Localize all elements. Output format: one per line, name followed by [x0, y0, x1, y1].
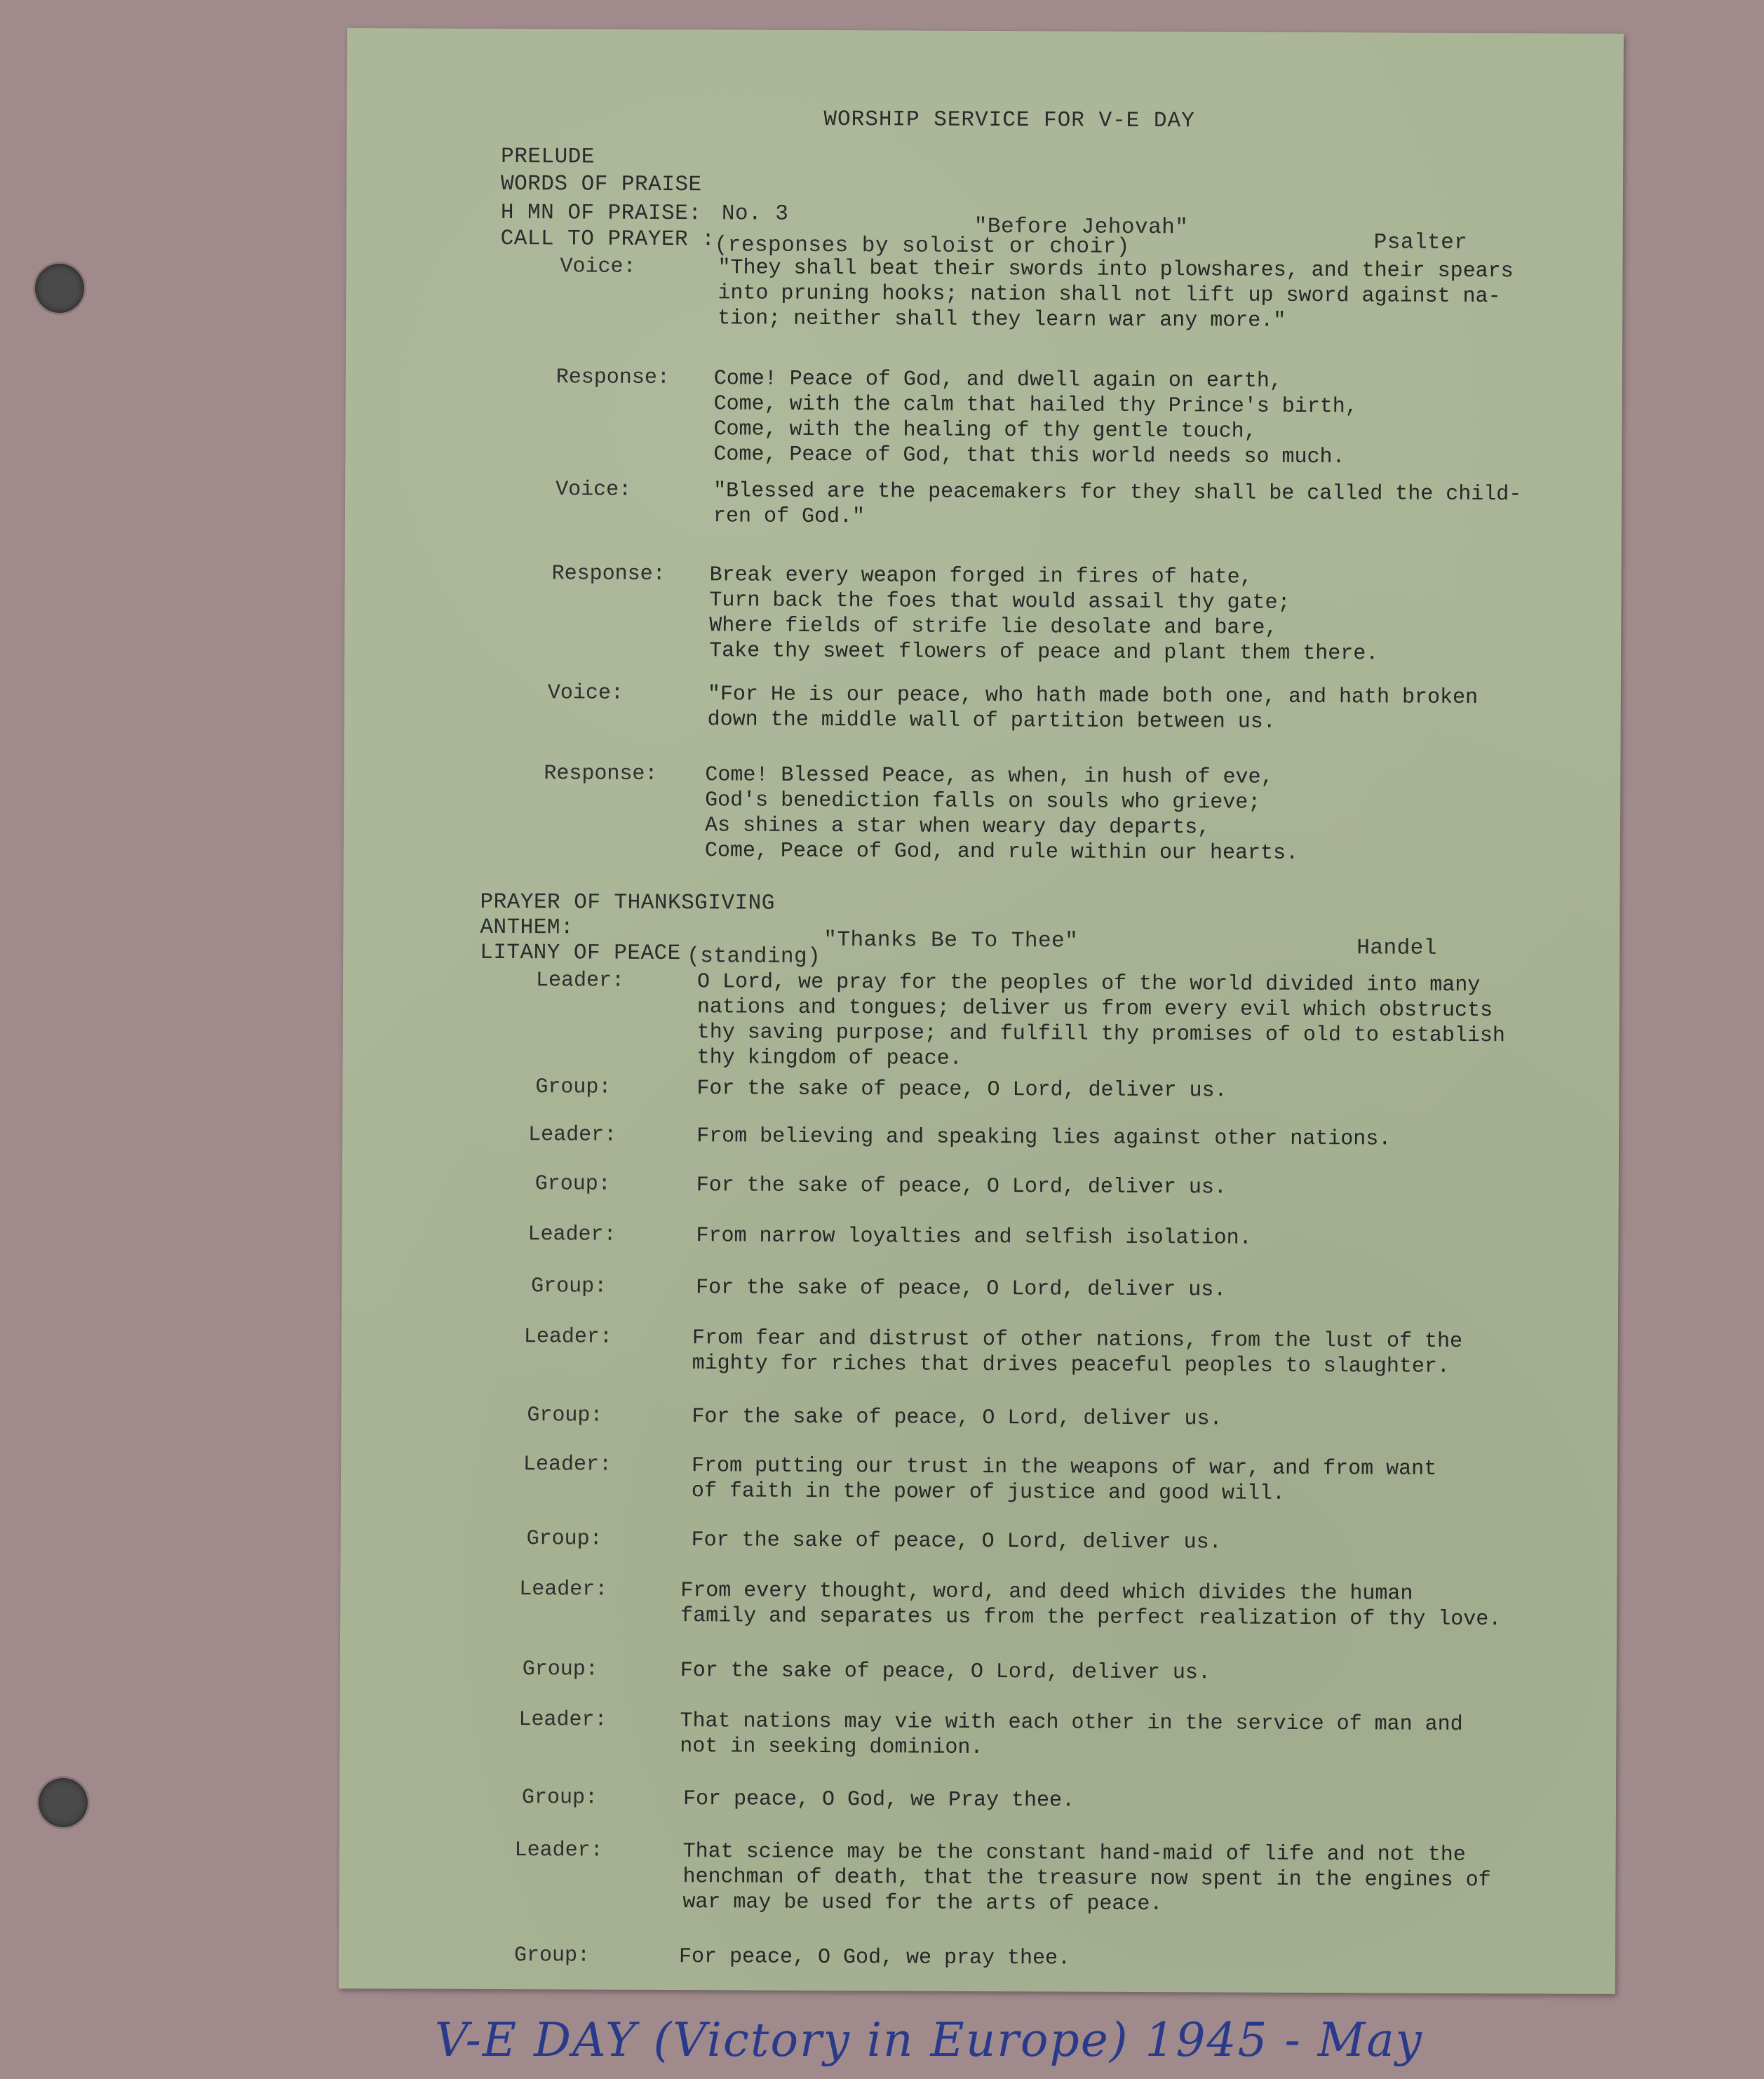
role-label: Group:: [521, 1786, 598, 1810]
section-prelude: PRELUDE: [501, 144, 595, 170]
call-to-prayer-label: CALL TO PRAYER :: [500, 226, 715, 253]
item-text: For peace, O God, we Pray thee.: [682, 1787, 1075, 1813]
page-title: WORSHIP SERVICE FOR V-E DAY: [823, 107, 1195, 134]
hymn-number: No. 3: [721, 201, 789, 227]
role-label: Response:: [556, 365, 670, 391]
role-label: Group:: [531, 1274, 607, 1299]
call-to-prayer-note: (responses by soloist or choir): [714, 233, 1130, 260]
item-text: For the sake of peace, O Lord, deliver us.: [680, 1659, 1211, 1686]
anthem-composer: Handel: [1356, 936, 1437, 961]
item-text: Break every weapon forged in fires of hate, Turn back the foes that would assail thy gate; Where fields of strife lie desolate and bare, Take thy sweet flowers of peace and plant them there.: [709, 563, 1379, 666]
item-text: For the sake of peace, O Lord, deliver us.: [696, 1077, 1227, 1103]
item-text: From every thought, word, and deed which divides the human family and separates us from the perfect realization of thy love.: [680, 1579, 1502, 1632]
role-label: Group:: [534, 1172, 611, 1197]
role-label: Leader:: [518, 1708, 607, 1732]
role-label: Group:: [535, 1075, 612, 1100]
role-label: Leader:: [523, 1453, 612, 1477]
item-text: From putting our trust in the weapons of war, and from want of faith in the power of justice and good will.: [691, 1454, 1437, 1506]
anthem-label: ANTHEM:: [480, 915, 574, 941]
section-prayer-of-thanksgiving: PRAYER OF THANKSGIVING: [480, 889, 775, 916]
typed-page: [339, 28, 1624, 1994]
section-words-of-praise: WORDS OF PRAISE: [500, 171, 702, 198]
item-text: For peace, O God, we pray thee.: [678, 1945, 1071, 1971]
anthem-name: "Thanks Be To Thee": [823, 927, 1079, 954]
role-label: Group:: [513, 1944, 591, 1968]
item-text: From fear and distrust of other nations, from the lust of the mighty for riches that drives peaceful peoples to slaughter.: [692, 1326, 1463, 1379]
item-text: Come! Blessed Peace, as when, in hush of eve, God's benediction falls on souls who grieve; As shines a star when weary day departs, Come, Peace of God, and rule within our hearts.: [704, 763, 1299, 866]
binder-hole-bottom: [39, 1778, 88, 1827]
hymn-label: H MN OF PRAISE:: [500, 200, 702, 227]
role-label: Leader:: [527, 1223, 617, 1247]
item-text: For the sake of peace, O Lord, deliver us.: [692, 1405, 1223, 1432]
role-label: Group:: [522, 1657, 598, 1682]
handwritten-note: V-E DAY (Victory in Europe) 1945 - May: [435, 2013, 1423, 2067]
item-text: For the sake of peace, O Lord, deliver us.: [696, 1276, 1227, 1303]
role-label: Group:: [527, 1404, 603, 1428]
item-text: For the sake of peace, O Lord, deliver us.: [691, 1528, 1222, 1555]
role-label: Leader:: [514, 1838, 603, 1863]
item-text: For the sake of peace, O Lord, deliver us.: [696, 1173, 1227, 1200]
role-label: Response:: [544, 762, 658, 786]
binder-hole-top: [35, 264, 84, 313]
litany-label: LITANY OF PEACE: [480, 940, 681, 967]
role-label: Voice:: [547, 681, 624, 706]
item-text: Come! Peace of God, and dwell again on earth, Come, with the calm that hailed thy Prince's birth, Come, with the healing of thy gentle touch, Come, Peace of God, that this world needs so much.: [713, 367, 1358, 470]
item-text: That science may be the constant hand-maid of life and not the henchman of death, that the treasure now spent in the engines of war may be used for the arts of peace.: [682, 1840, 1491, 1917]
hymn-name: "Before Jehovah": [974, 214, 1189, 241]
item-text: "They shall beat their swords into plowshares, and their spears into pruning hooks; nation shall not lift up sword against na- tion; neither shall they learn war any more.": [718, 256, 1514, 333]
role-label: Voice:: [556, 478, 632, 502]
role-label: Response:: [551, 562, 666, 586]
item-text: O Lord, we pray for the peoples of the world divided into many nations and tongues; deliver us from every evil which obstructs thy saving purpose; and fulfill thy promises of old to establish thy kingdom of peace.: [696, 970, 1506, 1071]
item-text: From believing and speaking lies against other nations.: [696, 1124, 1392, 1152]
role-label: Leader:: [519, 1577, 608, 1602]
role-label: Leader:: [528, 1123, 617, 1148]
role-label: Leader:: [523, 1325, 612, 1350]
item-text: "For He is our peace, who hath made both one, and hath broken down the middle wall of partition between us.: [707, 682, 1479, 734]
role-label: Voice:: [560, 255, 636, 279]
role-label: Group:: [526, 1527, 602, 1552]
role-label: Leader:: [536, 969, 625, 993]
item-text: From narrow loyalties and selfish isolation.: [696, 1224, 1252, 1251]
litany-note: (standing): [687, 944, 821, 969]
item-text: That nations may vie with each other in the service of man and not in seeking dominion.: [680, 1709, 1463, 1760]
item-text: "Blessed are the peacemakers for they shall be called the child- ren of God.": [713, 479, 1522, 530]
hymn-source: Psalter: [1373, 230, 1468, 255]
